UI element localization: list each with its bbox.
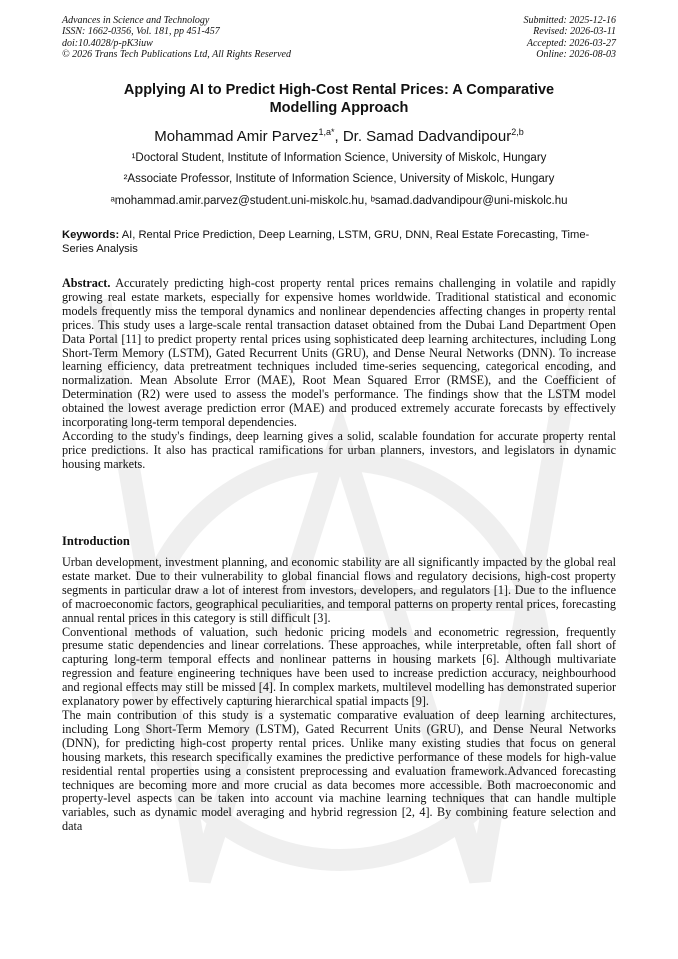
introduction-body [62, 556, 616, 834]
accepted-date: Accepted: 2026-03-27 [526, 37, 616, 49]
issn-line: ISSN: 1662-0356, Vol. 181, pp 451-457 [62, 26, 220, 38]
abstract-paragraph [62, 277, 616, 430]
author-2: Dr. Samad Dadvandipour [342, 128, 512, 145]
author-1-affiliation-mark: 1,a* [318, 127, 335, 137]
abstract-text: Accurately predicting high-cost property rental prices remains challenging in volatile and rapidly growing real estate markets, especially for expensive homes worldwide. Traditional statistical and economic models frequently miss the temporal dynamics and nonlinear dependencies affecting changes in property rental prices. This study uses a large-scale rental transaction dataset obtained from the Dubai Land Department Open Data Portal [11] to predict property rental prices using sophisticated deep learning architectures, including Long Short-Term Memory (LSTM), Gated Recurrent Units (GRU), and Dense Neural Networks (DNN). To increase learning efficiency, data pretreatment techniques included time-series sequencing, categorical encoding, and normalization. Mean Absolute Error (MAE), Root Mean Squared Error (RMSE), and the Coefficient of Determination (R2) were used to assess the model's performance. The findings show that the LSTM model obtained the lowest average prediction error (MAE) and produced extremely accurate forecasts by effectively incorporating long-term temporal dependencies. [62, 276, 616, 430]
affiliation-1: ¹Doctoral Student, Institute of Information Science, University of Miskolc, Hungary [131, 152, 547, 164]
header-right [524, 15, 617, 61]
author-2-affiliation-mark: 2,b [511, 127, 524, 137]
abstract-paragraph-2: According to the study's findings, deep learning gives a solid, scalable foundation for accurate property rental price predictions. It also has practical ramifications for urban planners, investors, and legislators in dynamic housing markets. [62, 428, 616, 471]
title-line-1: Applying AI to Predict High-Cost Rental Prices: A Comparative [123, 82, 555, 98]
keywords-block [62, 228, 616, 256]
intro-paragraph-1: Urban development, investment planning, and economic stability are all significantly impacted by the global real estate market. Due to their vulnerability to global financial flows and regulatory decisions, high-cost property segments in particular draw a lot of interest from investors, developers, and regulators [1]. Due to the influence of macroeconomic factors, geographical peculiarities, and temporal patterns on property rental prices, forecasting annual rental prices in this category is still difficult [3]. [62, 555, 616, 625]
author-1: Mohammad Amir Parvez [154, 128, 319, 145]
online-date: Online: 2026-08-03 [536, 49, 616, 61]
submitted-date: Submitted: 2025-12-16 [523, 15, 616, 26]
header-left [62, 15, 291, 61]
keywords-text: AI, Rental Price Prediction, Deep Learning, LSTM, GRU, DNN, Real Estate Forecasting, Time-Series Analysis [62, 229, 590, 255]
abstract-label: Abstract. [62, 276, 111, 290]
affiliation-2: ²Associate Professor, Institute of Information Science, University of Miskolc, Hungary [123, 173, 555, 185]
journal-name: Advances in Science and Technology [62, 15, 210, 26]
intro-paragraph-2: Conventional methods of valuation, such hedonic pricing models and econometric regression, frequently presume static dependencies and linear correlations. These approaches, while interpretable, often fall short of capturing long-term temporal effects and nonlinear patterns in housing markets [6]. Although multivariate regression and feature engineering techniques have been used to increase prediction accuracy, neighbourhood and regional effects may still be missed [4]. In complex markets, multilevel modelling has demonstrated superior explanatory power by effectively capturing hierarchical spatial impacts [9]. [62, 624, 616, 709]
author-separator: , [334, 128, 343, 145]
section-heading-introduction: Introduction [62, 534, 130, 548]
title-line-2: Modelling Approach [269, 100, 409, 116]
doi-line: doi:10.4028/p-pK3iuw [62, 37, 153, 49]
author-emails: ᵃmohammad.amir.parvez@student.uni-miskolc.hu, ᵇsamad.dadvandipour@uni-miskolc.hu [110, 195, 568, 207]
paper-title [62, 81, 616, 117]
author-list [62, 123, 616, 146]
keywords-label: Keywords: [62, 229, 120, 241]
copyright-line: © 2026 Trans Tech Publications Ltd, All Rights Reserved [62, 49, 291, 61]
abstract-block [62, 277, 616, 472]
intro-paragraph-3: The main contribution of this study is a systematic comparative evaluation of deep learning architectures, including Long Short-Term Memory (LSTM), Gated Recurrent Units (GRU), and Dense Neural Networks (DNN), for predicting high-cost property rental prices. Unlike many existing studies that focus on general housing markets, this research specifically examines the predictive performance of these models for high-value residential rental properties using a consistent preprocessing and evaluation framework.Advanced forecasting techniques are becoming more and more crucial as data becomes more accessible. Both macroeconomic and property-level aspects can be taken into account via machine learning techniques that can handle multiple variables, such as dynamic model averaging and hybrid regression [2, 4]. By combining feature selection and data [62, 707, 616, 834]
revised-date: Revised: 2026-03-11 [533, 26, 616, 38]
